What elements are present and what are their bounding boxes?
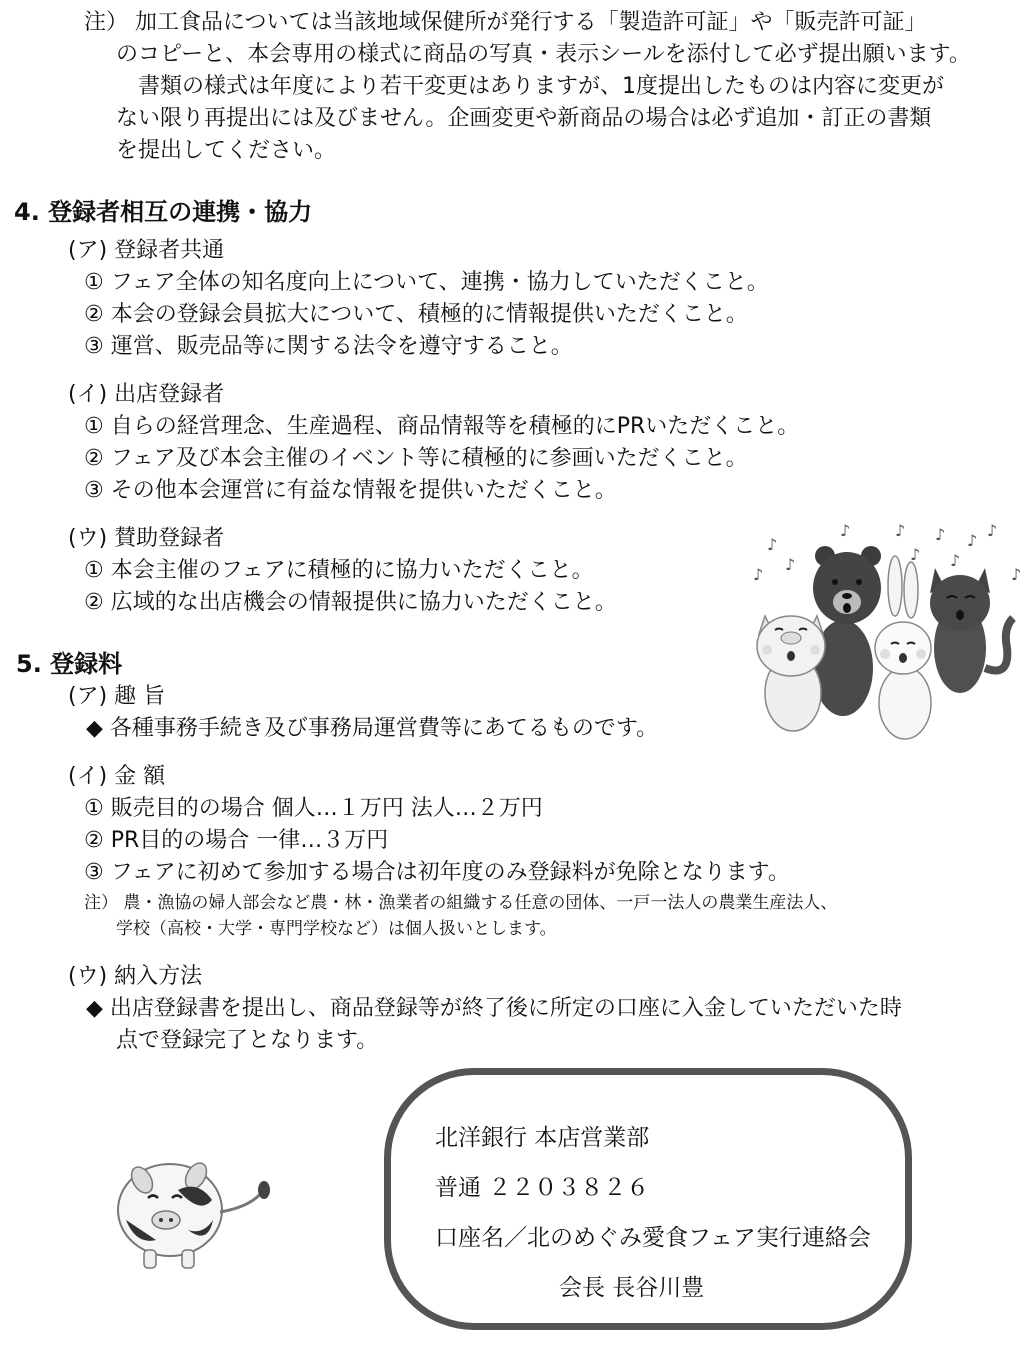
subsection-label: (ウ) 納入方法	[68, 964, 203, 989]
note-line: 注） 加工食品については当該地域保健所が発行する「製造許可証」や「販売許可証」	[84, 10, 927, 35]
svg-text:♪: ♪	[753, 565, 764, 584]
svg-text:♪: ♪	[967, 531, 978, 550]
pig-icon	[757, 616, 825, 731]
subsection-label: (ア) 趣 旨	[68, 684, 166, 709]
svg-text:♪: ♪	[950, 551, 961, 570]
subsection-label: (ア) 登録者共通	[68, 238, 225, 263]
subsection-label: (イ) 金 額	[68, 764, 166, 789]
list-item: ◆ 各種事務手続き及び事務局運営費等にあてるものです。	[86, 716, 659, 741]
svg-text:♪: ♪	[910, 545, 921, 564]
cat-icon	[930, 568, 1013, 693]
svg-text:♪: ♪	[895, 521, 906, 540]
list-item: ① 自らの経営理念、生産過程、商品情報等を積極的にPRいただくこと。	[84, 414, 800, 439]
list-item: ② フェア及び本会主催のイベント等に積極的に参画いただくこと。	[84, 446, 748, 471]
list-item: ③ その他本会運営に有益な情報を提供いただくこと。	[84, 478, 617, 503]
note-line: ない限り再提出には及びません。企画変更や新商品の場合は必ず追加・訂正の書類	[116, 106, 932, 131]
rabbit-icon	[875, 556, 931, 739]
bear-icon	[813, 546, 881, 716]
svg-text:♪: ♪	[785, 555, 796, 574]
svg-text:♪: ♪	[935, 525, 946, 544]
list-item: ① 本会主催のフェアに積極的に協力いただくこと。	[84, 558, 594, 583]
list-item: ② PR目的の場合 一律…３万円	[84, 828, 389, 853]
list-item: ③ フェアに初めて参加する場合は初年度のみ登録料が免除となります。	[84, 860, 790, 885]
list-item: ① フェア全体の知名度向上について、連携・協力していただくこと。	[84, 270, 769, 295]
payment-line: ◆ 出店登録書を提出し、商品登録等が終了後に所定の口座に入金していただいた時	[86, 996, 902, 1021]
svg-text:♪: ♪	[1011, 565, 1022, 584]
singing-animals-illustration	[745, 518, 1020, 743]
list-item: ② 広域的な出店機会の情報提供に協力いただくこと。	[84, 590, 617, 615]
fee-note-line: 学校（高校・大学・専門学校など）は個人扱いとします。	[116, 919, 557, 939]
svg-text:♪: ♪	[767, 535, 778, 554]
section5-heading: 5. 登録料	[16, 650, 123, 678]
list-item: ② 本会の登録会員拡大について、積極的に情報提供いただくこと。	[84, 302, 748, 327]
list-item: ① 販売目的の場合 個人…１万円 法人…２万円	[84, 796, 543, 821]
note-line: 書類の様式は年度により若干変更はありますが、1度提出したものは内容に変更が	[138, 74, 944, 99]
cow-icon	[118, 1159, 270, 1268]
payment-line: 点で登録完了となります。	[116, 1028, 379, 1053]
subsection-label: (イ) 出店登録者	[68, 382, 225, 407]
subsection-label: (ウ) 賛助登録者	[68, 526, 225, 551]
list-item: ③ 運営、販売品等に関する法令を遵守すること。	[84, 334, 573, 359]
cow-illustration	[108, 1150, 276, 1275]
note-line: のコピーと、本会専用の様式に商品の写真・表示シールを添付して必ず提出願います。	[116, 42, 971, 67]
account-holder: 会長 長谷川豊	[559, 1275, 705, 1301]
svg-text:♪: ♪	[987, 521, 998, 540]
bank-name: 北洋銀行 本店営業部	[435, 1125, 650, 1151]
fee-note-line: 注） 農・漁協の婦人部会など農・林・漁業者の組織する任意の団体、一戸一法人の農業生産法人、	[84, 893, 838, 913]
svg-text:♪: ♪	[840, 521, 851, 540]
section4-heading: 4. 登録者相互の連携・協力	[14, 198, 313, 226]
note-line: を提出してください。	[116, 138, 337, 163]
account-number: 普通 ２２０３８２６	[435, 1175, 650, 1201]
bank-account-box	[384, 1068, 912, 1330]
account-name: 口座名／北のめぐみ愛食フェア実行連絡会	[435, 1225, 871, 1251]
